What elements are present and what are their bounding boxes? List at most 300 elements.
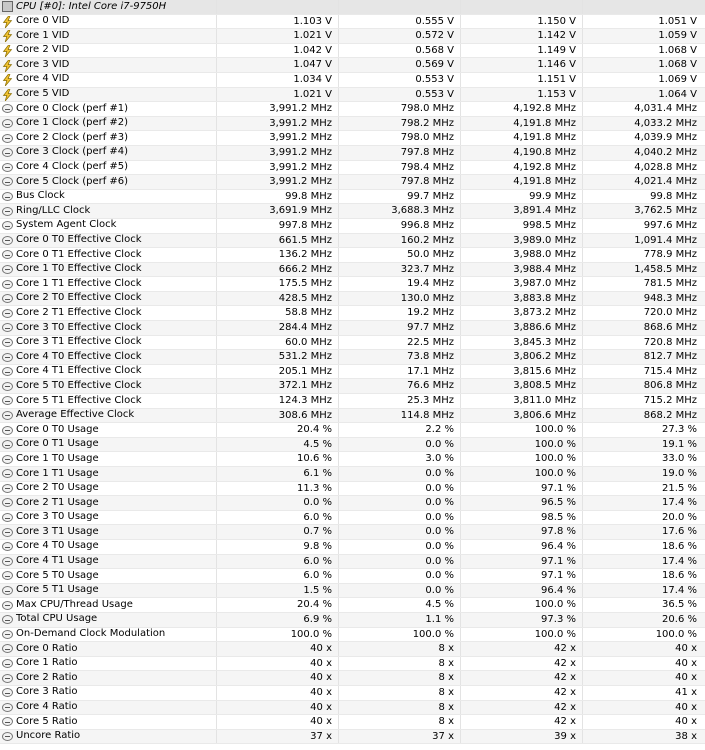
average-value: 33.0 % xyxy=(662,453,697,465)
sensor-row[interactable] xyxy=(0,306,705,321)
current-value: 3,991.2 MHz xyxy=(217,131,339,145)
clock-gauge-icon xyxy=(2,294,13,303)
sensor-label: Core 5 T1 Usage xyxy=(16,584,99,596)
maximum-value: 4,192.8 MHz xyxy=(461,161,583,175)
maximum-value: 4,191.8 MHz xyxy=(461,117,583,131)
sensor-name-cell xyxy=(0,423,217,437)
current-value: 20.4 % xyxy=(217,598,339,612)
sensor-label: Core 3 T1 Usage xyxy=(16,525,99,537)
current-value: 3,991.2 MHz xyxy=(217,175,339,189)
clock-gauge-icon xyxy=(2,323,13,332)
average-value: 36.5 % xyxy=(662,599,697,611)
sensor-name-cell xyxy=(0,686,217,700)
maximum-value: 100.0 % xyxy=(461,452,583,466)
sensor-name-cell xyxy=(0,671,217,685)
sensor-row[interactable] xyxy=(0,394,705,409)
sensor-name-cell xyxy=(0,131,217,145)
current-value: 37 x xyxy=(217,730,339,744)
minimum-value: 0.0 % xyxy=(339,525,461,539)
sensor-name-cell xyxy=(0,248,217,262)
clock-gauge-icon xyxy=(2,498,13,507)
sensor-row[interactable] xyxy=(0,511,705,526)
sensor-name-cell xyxy=(0,540,217,554)
sensor-label: Core 5 T0 Usage xyxy=(16,569,99,581)
sensor-name-cell xyxy=(0,219,217,233)
current-value: 124.3 MHz xyxy=(217,394,339,408)
maximum-value: 1.142 V xyxy=(461,29,583,43)
sensor-name-cell xyxy=(0,336,217,350)
maximum-value: 100.0 % xyxy=(461,423,583,437)
sensor-row[interactable] xyxy=(0,131,705,146)
sensor-row[interactable] xyxy=(0,379,705,394)
clock-gauge-icon xyxy=(2,455,13,464)
average-value: 715.2 MHz xyxy=(643,395,697,407)
maximum-value: 3,891.4 MHz xyxy=(461,204,583,218)
average-value: 21.5 % xyxy=(662,482,697,494)
minimum-value: 160.2 MHz xyxy=(339,234,461,248)
sensor-label: Core 4 T1 Effective Clock xyxy=(16,365,142,377)
average-value: 806.8 MHz xyxy=(643,380,697,392)
maximum-value: 39 x xyxy=(461,730,583,744)
clock-gauge-icon xyxy=(2,134,13,143)
sensor-name-cell xyxy=(0,409,217,423)
average-value: 1.068 V xyxy=(658,44,697,56)
clock-gauge-icon xyxy=(2,207,13,216)
current-value: 10.6 % xyxy=(217,452,339,466)
average-value: 19.0 % xyxy=(662,468,697,479)
sensor-name-cell xyxy=(0,161,217,175)
sensor-name-cell xyxy=(0,525,217,539)
maximum-value: 3,806.6 MHz xyxy=(461,409,583,423)
sensor-name-cell xyxy=(0,190,217,204)
sensor-name-cell xyxy=(0,292,217,306)
sensor-row[interactable] xyxy=(0,423,705,438)
sensor-name-cell xyxy=(0,482,217,496)
average-value: 40 x xyxy=(675,701,697,713)
current-value: 6.0 % xyxy=(217,555,339,569)
current-value: 175.5 MHz xyxy=(217,277,339,291)
cpu-chip-icon xyxy=(2,1,13,12)
maximum-value: 3,811.0 MHz xyxy=(461,394,583,408)
minimum-value: 0.0 % xyxy=(339,511,461,525)
sensor-row[interactable] xyxy=(0,715,705,730)
maximum-value: 1.153 V xyxy=(461,88,583,102)
current-value: 58.8 MHz xyxy=(217,306,339,320)
sensor-row[interactable] xyxy=(0,701,705,716)
minimum-value: 99.7 MHz xyxy=(339,190,461,204)
sensor-row[interactable] xyxy=(0,525,705,540)
maximum-value: 97.1 % xyxy=(461,569,583,583)
sensor-name-cell xyxy=(0,58,217,72)
maximum-value: 42 x xyxy=(461,671,583,685)
sensor-row[interactable] xyxy=(0,219,705,234)
maximum-value: 98.5 % xyxy=(461,511,583,525)
sensor-label: Core 0 T0 Effective Clock xyxy=(16,234,142,245)
minimum-value: 0.553 V xyxy=(339,73,461,87)
maximum-value: 4,191.8 MHz xyxy=(461,131,583,145)
current-value: 3,991.2 MHz xyxy=(217,117,339,131)
sensor-label: Core 0 Ratio xyxy=(16,642,78,654)
current-value: 100.0 % xyxy=(217,628,339,642)
group-title: CPU [#0]: Intel Core i7-9750H xyxy=(16,0,167,12)
sensor-row[interactable] xyxy=(0,248,705,263)
sensor-label: Core 3 Ratio xyxy=(16,686,78,698)
sensor-name-cell xyxy=(0,277,217,291)
maximum-value: 4,192.8 MHz xyxy=(461,102,583,116)
maximum-value: 3,988.0 MHz xyxy=(461,248,583,262)
sensor-label: Core 0 T0 Usage xyxy=(16,423,99,435)
sensor-row[interactable] xyxy=(0,540,705,555)
sensor-label: Core 0 VID xyxy=(16,15,70,27)
current-value: 205.1 MHz xyxy=(217,365,339,379)
sensor-label: Total CPU Usage xyxy=(16,613,98,625)
current-value: 136.2 MHz xyxy=(217,248,339,262)
current-value: 1.034 V xyxy=(217,73,339,87)
sensor-name-cell xyxy=(0,394,217,408)
minimum-value: 797.8 MHz xyxy=(339,146,461,160)
clock-gauge-icon xyxy=(2,265,13,274)
sensor-name-cell xyxy=(0,584,217,598)
sensor-row[interactable] xyxy=(0,555,705,570)
minimum-value: 8 x xyxy=(339,642,461,656)
clock-gauge-icon xyxy=(2,528,13,537)
minimum-value: 2.2 % xyxy=(339,423,461,437)
minimum-value: 0.0 % xyxy=(339,467,461,481)
minimum-value: 19.2 MHz xyxy=(339,306,461,320)
current-value: 1.042 V xyxy=(217,44,339,58)
maximum-value: 3,845.3 MHz xyxy=(461,336,583,350)
minimum-value: 37 x xyxy=(339,730,461,744)
current-value: 997.8 MHz xyxy=(217,219,339,233)
average-value: 1.051 V xyxy=(658,15,697,27)
minimum-value: 22.5 MHz xyxy=(339,336,461,350)
sensor-label: Core 3 T0 Effective Clock xyxy=(16,321,142,333)
maximum-value: 42 x xyxy=(461,657,583,671)
sensor-label: Ring/LLC Clock xyxy=(16,204,91,216)
average-value: 17.6 % xyxy=(662,526,697,538)
sensor-row[interactable] xyxy=(0,102,705,117)
minimum-value: 50.0 MHz xyxy=(339,248,461,262)
clock-gauge-icon xyxy=(2,338,13,347)
sensor-row[interactable] xyxy=(0,88,705,103)
maximum-value: 100.0 % xyxy=(461,438,583,452)
maximum-value: 42 x xyxy=(461,715,583,729)
minimum-value: 0.569 V xyxy=(339,58,461,72)
minimum-value: 0.0 % xyxy=(339,540,461,554)
sensor-row[interactable] xyxy=(0,321,705,336)
maximum-value: 97.1 % xyxy=(461,482,583,496)
clock-gauge-icon xyxy=(2,659,13,668)
lightning-bolt-icon xyxy=(2,74,13,85)
sensor-name-cell xyxy=(0,306,217,320)
minimum-value: 100.0 % xyxy=(339,628,461,642)
sensor-label: Bus Clock xyxy=(16,190,65,202)
clock-gauge-icon xyxy=(2,236,13,245)
clock-gauge-icon xyxy=(2,571,13,580)
minimum-value: 8 x xyxy=(339,657,461,671)
current-value: 531.2 MHz xyxy=(217,350,339,364)
sensor-label: Core 1 VID xyxy=(16,29,70,41)
sensor-name-cell xyxy=(0,438,217,452)
sensor-label: Core 4 T1 Usage xyxy=(16,555,99,567)
current-value: 308.6 MHz xyxy=(217,409,339,423)
minimum-value: 798.2 MHz xyxy=(339,117,461,131)
current-value: 3,691.9 MHz xyxy=(217,204,339,218)
minimum-value: 8 x xyxy=(339,715,461,729)
minimum-value: 8 x xyxy=(339,671,461,685)
average-value: 40 x xyxy=(675,672,697,684)
minimum-value: 19.4 MHz xyxy=(339,277,461,291)
clock-gauge-icon xyxy=(2,513,13,522)
average-value: 17.4 % xyxy=(662,555,697,567)
clock-gauge-icon xyxy=(2,703,13,712)
sensor-name-cell xyxy=(0,365,217,379)
minimum-value: 996.8 MHz xyxy=(339,219,461,233)
current-value: 284.4 MHz xyxy=(217,321,339,335)
maximum-value: 96.4 % xyxy=(461,584,583,598)
sensor-name-cell xyxy=(0,715,217,729)
sensor-row[interactable] xyxy=(0,657,705,672)
group-title-cell xyxy=(0,0,217,14)
sensor-row[interactable] xyxy=(0,482,705,497)
sensor-label: Core 4 VID xyxy=(16,73,70,85)
minimum-value: 8 x xyxy=(339,686,461,700)
sensor-row[interactable] xyxy=(0,146,705,161)
minimum-value: 798.0 MHz xyxy=(339,102,461,116)
sensor-label: Core 2 T0 Effective Clock xyxy=(16,292,142,304)
average-value: 4,040.2 MHz xyxy=(634,146,697,158)
sensor-label: Core 3 VID xyxy=(16,58,70,70)
average-value: 20.0 % xyxy=(662,511,697,523)
current-value: 1.103 V xyxy=(217,15,339,29)
average-value: 99.8 MHz xyxy=(650,190,697,202)
sensor-label: On-Demand Clock Modulation xyxy=(16,628,166,640)
sensor-row[interactable] xyxy=(0,44,705,59)
sensor-name-cell xyxy=(0,73,217,87)
sensor-row[interactable] xyxy=(0,686,705,701)
sensor-row[interactable] xyxy=(0,277,705,292)
sensor-name-cell xyxy=(0,88,217,102)
minimum-value: 17.1 MHz xyxy=(339,365,461,379)
sensor-row[interactable] xyxy=(0,642,705,657)
minimum-value: 798.4 MHz xyxy=(339,161,461,175)
maximum-value: 97.1 % xyxy=(461,555,583,569)
maximum-value: 3,883.8 MHz xyxy=(461,292,583,306)
maximum-value: 3,987.0 MHz xyxy=(461,277,583,291)
clock-gauge-icon xyxy=(2,615,13,624)
clock-gauge-icon xyxy=(2,674,13,683)
maximum-value: 97.3 % xyxy=(461,613,583,627)
current-value: 1.047 V xyxy=(217,58,339,72)
average-value: 38 x xyxy=(675,730,697,742)
maximum-value: 3,988.4 MHz xyxy=(461,263,583,277)
sensor-label: Core 5 Ratio xyxy=(16,715,78,727)
sensor-row[interactable] xyxy=(0,15,705,30)
sensor-name-cell xyxy=(0,350,217,364)
sensor-group-header[interactable] xyxy=(0,0,705,15)
clock-gauge-icon xyxy=(2,732,13,741)
sensor-row[interactable] xyxy=(0,58,705,73)
sensor-label: Core 0 T1 Usage xyxy=(16,438,99,450)
average-value: 720.0 MHz xyxy=(643,307,697,319)
sensor-row[interactable] xyxy=(0,350,705,365)
sensor-label: Core 1 T1 Usage xyxy=(16,467,99,479)
minimum-value: 0.555 V xyxy=(339,15,461,29)
current-value: 428.5 MHz xyxy=(217,292,339,306)
current-value: 40 x xyxy=(217,715,339,729)
average-value: 868.2 MHz xyxy=(643,409,697,421)
clock-gauge-icon xyxy=(2,309,13,318)
sensor-row[interactable] xyxy=(0,628,705,643)
minimum-value: 4.5 % xyxy=(339,598,461,612)
sensor-row[interactable] xyxy=(0,438,705,453)
clock-gauge-icon xyxy=(2,586,13,595)
minimum-value: 0.0 % xyxy=(339,555,461,569)
sensor-name-cell xyxy=(0,613,217,627)
sensor-row[interactable] xyxy=(0,336,705,351)
minimum-value: 798.0 MHz xyxy=(339,131,461,145)
sensor-label: Core 1 T1 Effective Clock xyxy=(16,277,142,289)
maximum-value: 3,808.5 MHz xyxy=(461,379,583,393)
minimum-value: 97.7 MHz xyxy=(339,321,461,335)
sensor-name-cell xyxy=(0,730,217,744)
sensor-row[interactable] xyxy=(0,496,705,511)
sensor-row[interactable] xyxy=(0,452,705,467)
current-value: 0.0 % xyxy=(217,496,339,510)
maximum-value: 97.8 % xyxy=(461,525,583,539)
average-value: 4,028.8 MHz xyxy=(634,161,697,173)
sensor-row[interactable] xyxy=(0,161,705,176)
sensor-row[interactable] xyxy=(0,175,705,190)
current-value: 3,991.2 MHz xyxy=(217,102,339,116)
lightning-bolt-icon xyxy=(2,45,13,56)
average-value: 715.4 MHz xyxy=(643,365,697,377)
sensor-label: Uncore Ratio xyxy=(16,730,81,742)
current-value: 4.5 % xyxy=(217,438,339,452)
sensor-label: Core 5 T1 Effective Clock xyxy=(16,394,142,406)
minimum-value: 114.8 MHz xyxy=(339,409,461,423)
minimum-value: 0.0 % xyxy=(339,482,461,496)
sensor-row[interactable] xyxy=(0,730,705,745)
minimum-value: 25.3 MHz xyxy=(339,394,461,408)
sensor-label: Core 2 T1 Usage xyxy=(16,496,99,508)
maximum-value: 96.5 % xyxy=(461,496,583,510)
maximum-value: 1.149 V xyxy=(461,44,583,58)
average-value: 778.9 MHz xyxy=(643,249,697,261)
sensor-row[interactable] xyxy=(0,598,705,613)
average-value: 781.5 MHz xyxy=(643,278,697,290)
sensor-row[interactable] xyxy=(0,569,705,584)
maximum-value: 100.0 % xyxy=(461,628,583,642)
lightning-bolt-icon xyxy=(2,60,13,71)
sensor-name-cell xyxy=(0,102,217,116)
average-value: 4,021.4 MHz xyxy=(634,176,697,188)
current-value: 20.4 % xyxy=(217,423,339,437)
sensor-row[interactable] xyxy=(0,292,705,307)
sensor-row[interactable] xyxy=(0,73,705,88)
maximum-value: 3,886.6 MHz xyxy=(461,321,583,335)
clock-gauge-icon xyxy=(2,469,13,478)
clock-gauge-icon xyxy=(2,119,13,128)
clock-gauge-icon xyxy=(2,411,13,420)
sensor-row[interactable] xyxy=(0,234,705,249)
lightning-bolt-icon xyxy=(2,89,13,100)
sensor-name-cell xyxy=(0,234,217,248)
sensor-name-cell xyxy=(0,642,217,656)
sensor-row[interactable] xyxy=(0,204,705,219)
sensor-name-cell xyxy=(0,657,217,671)
lightning-bolt-icon xyxy=(2,30,13,41)
average-value: 41 x xyxy=(675,686,697,698)
sensor-name-cell xyxy=(0,598,217,612)
sensor-row[interactable] xyxy=(0,190,705,205)
sensor-label: Core 4 Clock (perf #5) xyxy=(16,161,129,173)
clock-gauge-icon xyxy=(2,484,13,493)
sensor-name-cell xyxy=(0,452,217,466)
average-value: 868.6 MHz xyxy=(643,322,697,334)
minimum-value: 0.0 % xyxy=(339,584,461,598)
minimum-value: 323.7 MHz xyxy=(339,263,461,277)
sensor-name-cell xyxy=(0,569,217,583)
minimum-value: 130.0 MHz xyxy=(339,292,461,306)
sensor-label: Max CPU/Thread Usage xyxy=(16,598,133,610)
clock-gauge-icon xyxy=(2,601,13,610)
average-value: 20.6 % xyxy=(662,613,697,625)
current-value: 40 x xyxy=(217,671,339,685)
sensor-row[interactable] xyxy=(0,671,705,686)
average-value: 40 x xyxy=(675,657,697,669)
sensor-name-cell xyxy=(0,44,217,58)
sensor-row[interactable] xyxy=(0,29,705,44)
sensor-row[interactable] xyxy=(0,117,705,132)
current-value: 661.5 MHz xyxy=(217,234,339,248)
average-value: 720.8 MHz xyxy=(643,336,697,348)
clock-gauge-icon xyxy=(2,717,13,726)
clock-gauge-icon xyxy=(2,382,13,391)
current-value: 99.8 MHz xyxy=(217,190,339,204)
current-value: 372.1 MHz xyxy=(217,379,339,393)
sensor-row[interactable] xyxy=(0,365,705,380)
sensor-name-cell xyxy=(0,29,217,43)
sensor-row[interactable] xyxy=(0,467,705,482)
sensor-name-cell xyxy=(0,175,217,189)
sensor-row[interactable] xyxy=(0,263,705,278)
sensor-label: Core 1 T0 Usage xyxy=(16,452,99,464)
sensor-name-cell xyxy=(0,204,217,218)
clock-gauge-icon xyxy=(2,221,13,230)
average-value: 1,458.5 MHz xyxy=(634,263,697,275)
sensor-name-cell xyxy=(0,146,217,160)
average-value: 3,762.5 MHz xyxy=(634,205,697,217)
sensor-label: Core 2 Clock (perf #3) xyxy=(16,131,129,143)
average-value: 100.0 % xyxy=(655,628,697,640)
minimum-value: 76.6 MHz xyxy=(339,379,461,393)
minimum-value: 0.572 V xyxy=(339,29,461,43)
clock-gauge-icon xyxy=(2,104,13,113)
sensor-row[interactable] xyxy=(0,409,705,424)
average-value: 40 x xyxy=(675,716,697,728)
header-empty-cell xyxy=(217,0,339,14)
sensor-label: Core 0 Clock (perf #1) xyxy=(16,102,129,114)
sensor-label: Core 2 T1 Effective Clock xyxy=(16,306,142,318)
sensor-label: Core 1 T0 Effective Clock xyxy=(16,263,142,275)
minimum-value: 8 x xyxy=(339,701,461,715)
header-empty-cell xyxy=(461,0,583,14)
maximum-value: 100.0 % xyxy=(461,598,583,612)
sensor-row[interactable] xyxy=(0,613,705,628)
sensor-row[interactable] xyxy=(0,584,705,599)
minimum-value: 3.0 % xyxy=(339,452,461,466)
